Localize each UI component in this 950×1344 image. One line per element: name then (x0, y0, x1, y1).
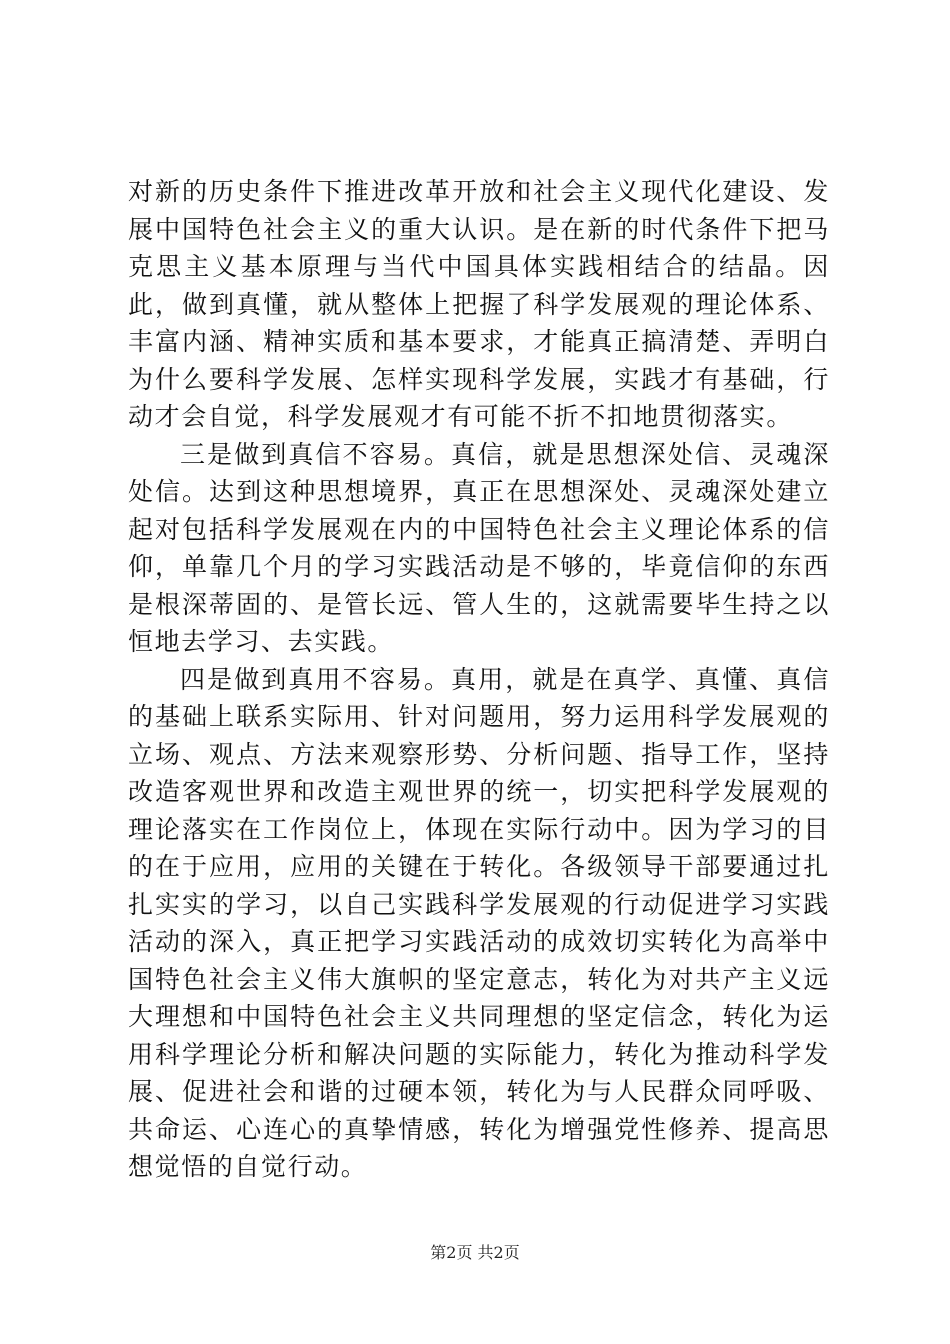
paragraph-3: 四是做到真用不容易。真用，就是在真学、真懂、真信的基础上联系实际用、针对问题用，努力运用科学发展观的立场、观点、方法来观察形势、分析问题、指导工作，坚持改造客观世界和改造主观世界的统一，切实把科学发展观的理论落实在工作岗位上，体现在实际行动中。因为学习的目的在于应用，应用的关键在于转化。各级领导干部要通过扎扎实实的学习，以自己实践科学发展观的行动促进学习实践活动的深入，真正把学习实践活动的成效切实转化为高举中国特色社会主义伟大旗帜的坚定意志，转化为对共产主义远大理想和中国特色社会主义共同理想的坚定信念，转化为运用科学理论分析和解决问题的实际能力，转化为推动科学发展、促进社会和谐的过硬本领，转化为与人民群众同呼吸、共命运、心连心的真挚情感，转化为增强党性修养、提高思想觉悟的自觉行动。 (128, 664, 830, 1181)
document-body (128, 173, 830, 1186)
paragraph-2: 三是做到真信不容易。真信，就是思想深处信、灵魂深处信。达到这种思想境界，真正在思想深处、灵魂深处建立起对包括科学发展观在内的中国特色社会主义理论体系的信仰，单靠几个月的学习实践活动是不够的，毕竟信仰的东西是根深蒂固的、是管长远、管人生的，这就需要毕生持之以恒地去学习、去实践。 (128, 439, 830, 656)
paragraph-1: 对新的历史条件下推进改革开放和社会主义现代化建设、发展中国特色社会主义的重大认识。是在新的时代条件下把马克思主义基本原理与当代中国具体实践相结合的结晶。因此，做到真懂，就从整体上把握了科学发展观的理论体系、丰富内涵、精神实质和基本要求，才能真正搞清楚、弄明白为什么要科学发展、怎样实现科学发展，实践才有基础，行动才会自觉，科学发展观才有可能不折不扣地贯彻落实。 (128, 177, 830, 431)
page-number-footer: 第2页 共2页 (430, 1243, 520, 1262)
